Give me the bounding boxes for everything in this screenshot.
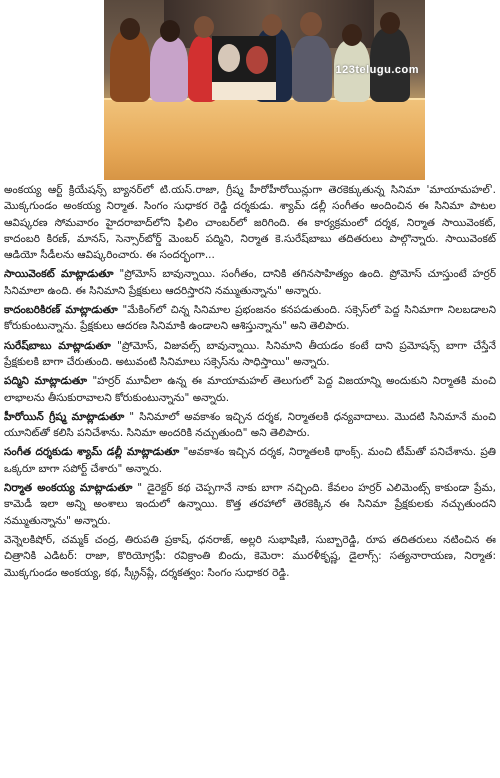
movie-poster	[212, 36, 276, 100]
paragraph	[4, 302, 496, 335]
paragraph-text: "అవకాశం ఇచ్చిన దర్శక, నిర్మాతలకి థాంక్స్. మంచి టీమ్‌తో పనిచేశాను. ప్రతి ఒక్కరూ బాగా సపోర్ట్ చేశారు" అన్నారు.	[4, 446, 496, 475]
poster-face	[246, 46, 268, 74]
person-head	[194, 16, 214, 38]
paragraph	[4, 338, 496, 371]
paragraph-text: "హర్రర్ మూవీలా ఉన్న ఈ మాయామహల్ తెలుగులో పెద్ద విజయాన్ని అందుకుని నిర్మాతకి మంచి లాభాలను తీసుకురావాలని కోరుకుంటున్నాను" అన్నారు.	[4, 375, 496, 404]
paragraph-text: " సినిమాలో అవకాశం ఇచ్చిన దర్శక, నిర్మాతలకి ధన్యవాదాలు. మొదటి సినిమానే మంచి యూనిట్‌తో కలిసి పనిచేశాను. సినిమా అందరికి నచ్చుతుంది" అని తెలిపారు.	[4, 410, 496, 440]
paragraph-text: "ప్రోమోస్ బావున్నాయి. సంగీతం, దానికి తగినసాహిత్యం ఉంది. ప్రోమోస్ చూస్తుంటే హర్రర్ సినిమాలా ఉంది. ఈ సినిమాని ప్రేక్షకులు ఆదరిస్తారని నమ్ముతున్నాను" అన్నారు.	[4, 268, 496, 297]
person-head	[380, 12, 400, 34]
paragraph	[4, 444, 496, 477]
speaker-label: కాదంబరికిరణ్ మాట్లాడుతూ	[4, 304, 118, 317]
person	[292, 36, 332, 102]
paragraph	[4, 409, 496, 442]
paragraph	[4, 480, 496, 529]
paragraph	[4, 182, 496, 263]
person-head	[342, 24, 362, 46]
speaker-label: నిర్మాత అంకయ్య మాట్లాడుతూ	[4, 482, 133, 495]
paragraph-text: వెన్నెలకిషోర్, చమ్మక్ చంద్ర, తిరుపతి ప్రకాష్, ధనరాజ్, అల్లరి సుభాషిణి, సుబ్బారెడ్డి, రూప తదితరులు నటించిన ఈ చిత్రానికి ఎడిటర్: రాజా, కొరియోగ్రఫీ: రవిక్రాంతి బిందు, కెమెరా: మురళీకృష్ణ, డైలాగ్స్: సత్యనారాయణ, నిర్మాత: మొక్కగుండం అంకయ్య, కథ, స్క్రీన్‌ప్లే, దర్శకత్వం: సింగం సుధాకర రెడ్డి.	[4, 533, 496, 579]
event-photo	[104, 0, 425, 180]
poster-face	[218, 44, 240, 72]
watermark-text: 123telugu.com	[335, 64, 419, 76]
speaker-label: సంగీత దర్శకుడు శ్యామ్ డల్లీ మాట్లాడుతూ	[4, 446, 180, 459]
speaker-label: పద్మిని మాట్లాడుతూ	[4, 375, 88, 388]
paragraph-text: అంకయ్య ఆర్ట్ క్రియేషన్స్ బ్యానర్‌లో టి.యస్.రాజా, గ్రీష్మ హీరోహీరోయిన్లుగా తెరకెక్కుతున్న సినిమా 'మాయామహల్'. మొక్కగుండం అంకయ్య నిర్మాత. సింగం సుధాకర రెడ్డి దర్శకుడు. శ్యామ్ డల్లీ సంగీతం అందించిన ఈ సినిమా పాటల ఆవిష్కరణ సోమవారం హైదరాబాద్‌లోని ఫిలిం చాంబర్‌లో జరిగింది. ఈ కార్యక్రమంలో దర్శక, నిర్మాత సాయివెంకట్, కాదంబరి కిరణ్, మానస్, సెన్సార్‌బోర్డ్ మెంబర్ పద్మిని, నిర్మాత కె.సురేష్‌బాబు తదితరులు పాల్గొన్నారు. సాయివెంకట్ ఆడియో సీడీలను ఆవిష్కరించారు. ఈ సందర్భంగా...	[4, 184, 496, 262]
person-head	[262, 14, 282, 36]
person	[110, 30, 150, 102]
speaker-label: సాయివెంకట్ మాట్లాడుతూ	[4, 268, 114, 281]
article-body	[4, 182, 496, 584]
speaker-label: హీరోయిన్ గ్రీష్మ మాట్లాడుతూ	[4, 410, 125, 423]
paragraph-text: "ప్రోమోస్, విజువల్స్ బావున్నాయి. సినిమాని తీయడం కంటే దాని ప్రమోషన్స్ బాగా చేస్తేనే ప్రేక్షకులకి బాగా చేరుతుంది. అటువంటి సినిమాలు సక్సెస్‌ను సాధిస్తాయి" అన్నారు.	[4, 339, 496, 368]
paragraph-text: " డైరెక్టర్ కథ చెప్పగానే నాకు బాగా నచ్చింది. కేవలం హర్రర్ ఎలిమెంట్స్ కాకుండా ప్రేమ, కామెడీ ఇలా అన్ని అంశాలు ఇందులో ఉన్నాయి. కొత్త తరహాలో తెరకెక్కిన ఈ సినిమా ప్రేక్షకులకు నచ్చుతుందని నమ్ముతున్నాను" అన్నారు.	[4, 482, 496, 527]
poster-logo	[212, 82, 276, 100]
paragraph	[4, 266, 496, 299]
paragraph-text: "మేకింగ్‌లో చిన్న సినిమాల ప్రభంజనం కనపడుతుంది. సక్సెస్‌లో పెద్ద సినిమాగా నిలబడాలని కోరుకుంటున్నాను. ప్రేక్షకులు ఆదరణ సినిమాకి ఉండాలని ఆశిస్తున్నాను" అని తెలిపారు.	[4, 304, 496, 333]
person-head	[120, 18, 140, 40]
speaker-label: సురేష్‌బాబు మాట్లాడుతూ	[4, 339, 111, 352]
paragraph	[4, 373, 496, 406]
person	[150, 36, 188, 102]
paragraph	[4, 532, 496, 581]
person-head	[300, 12, 322, 36]
podium	[104, 100, 425, 180]
person-head	[160, 20, 180, 42]
